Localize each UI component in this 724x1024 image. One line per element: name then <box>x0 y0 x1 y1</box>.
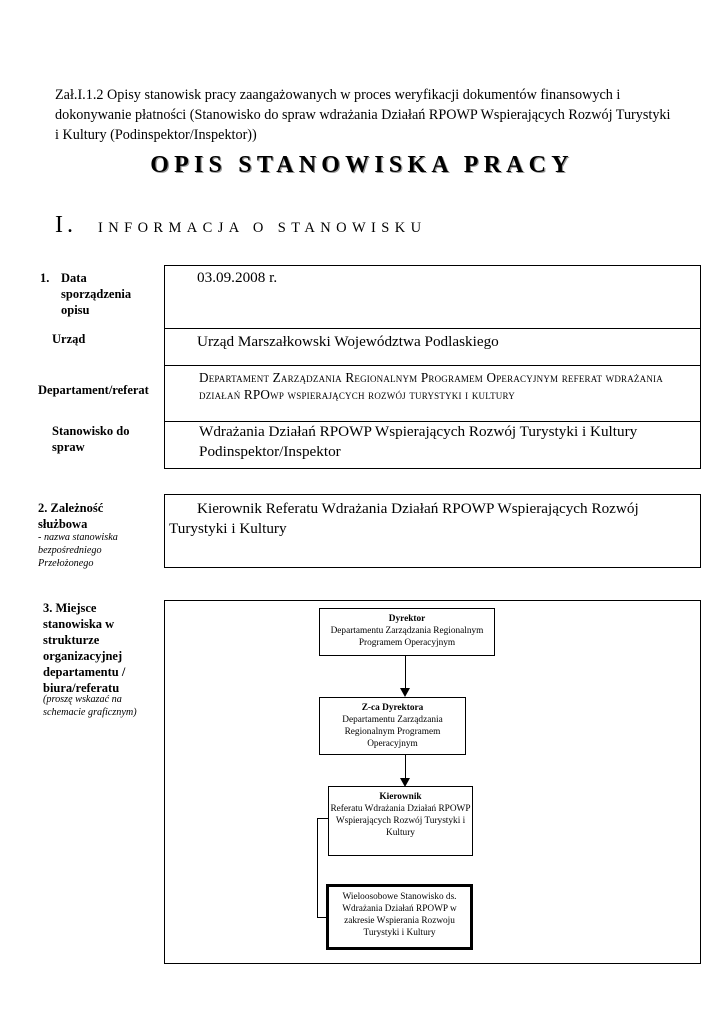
connector-1 <box>405 655 406 688</box>
org-node-manager-body: Referatu Wdrażania Działań RPOWP Wspierających Rozwój Turystyki i Kultury <box>330 804 471 838</box>
org-node-deputy-body: Departamentu Zarządzania Regionalnym Programem Operacyjnym <box>342 715 443 749</box>
dept-cell <box>164 365 701 422</box>
org-node-manager-head: Kierownik <box>379 792 422 802</box>
date-cell <box>164 265 701 329</box>
org-node-manager <box>328 786 473 856</box>
section-title: INFORMACJA O STANOWISKU <box>98 220 427 236</box>
org-node-director-head: Dyrektor <box>388 614 426 624</box>
org-node-director-body: Departamentu Zarządzania Regionalnym Programem Operacyjnym <box>330 626 484 648</box>
position-cell <box>164 421 701 469</box>
document-intro: Zał.I.1.2 Opisy stanowisk pracy zaangażowanych w proces weryfikacji dokumentów finansowych i dokonywanie płatności (Stanowisko do spraw wdrażania Działań RPOWP Wspierających Rozwój Turystyki i Kultury (Podinspektor/Inspektor)) <box>55 87 671 143</box>
dependency-cell <box>164 494 701 568</box>
dept-value: Departament Zarządzania Regionalnym Programem Operacyjnym referat wdrażania działań RPOwp wspierających rozwój turystyki i kultury <box>199 370 663 402</box>
office-value: Urząd Marszałkowski Województwa Podlaskiego <box>197 333 499 350</box>
document-title: OPIS STANOWISKA PRACY <box>150 152 574 178</box>
dept-label: Departament/referat <box>38 383 149 397</box>
date-value: 03.09.2008 r. <box>197 269 278 286</box>
org-node-director <box>319 608 495 656</box>
connector-2 <box>405 755 406 778</box>
position-value-1: Wdrażania Działań RPOWP Wspierających Rozwój Turystyki i Kultury <box>199 423 638 440</box>
date-number: 1. <box>40 271 50 285</box>
dependency-label: 2. Zależność służbowa <box>38 501 104 531</box>
position-label: Stanowisko do spraw <box>52 424 130 454</box>
office-cell <box>164 328 701 366</box>
connector-3b <box>317 818 318 918</box>
position-value-2: Podinspektor/Inspektor <box>199 443 341 460</box>
structure-sublabel: (proszę wskazać na schemacie graficznym) <box>43 694 137 718</box>
arrow-1 <box>400 688 410 697</box>
dependency-value: Kierownik Referatu Wdrażania Działań RPOWP Wspierających Rozwój Turystyki i Kultury <box>169 500 639 537</box>
office-label: Urząd <box>52 332 86 346</box>
org-node-position-body: Wieloosobowe Stanowisko ds. Wdrażania Działań RPOWP w zakresie Wspierania Rozwoju Turystyki i Kultury <box>342 892 457 938</box>
org-node-deputy-head: Z-ca Dyrektora <box>361 703 424 713</box>
dependency-sublabel: - nazwa stanowiska bezpośredniego Przełożonego <box>38 532 118 569</box>
org-node-position <box>326 884 473 950</box>
section-number: I. <box>55 212 77 238</box>
date-label: Data sporządzenia opisu <box>61 271 132 317</box>
org-node-deputy <box>319 697 466 755</box>
structure-label: 3. Miejsce stanowiska w strukturze organizacyjnej departamentu / biura/referatu <box>43 601 126 695</box>
